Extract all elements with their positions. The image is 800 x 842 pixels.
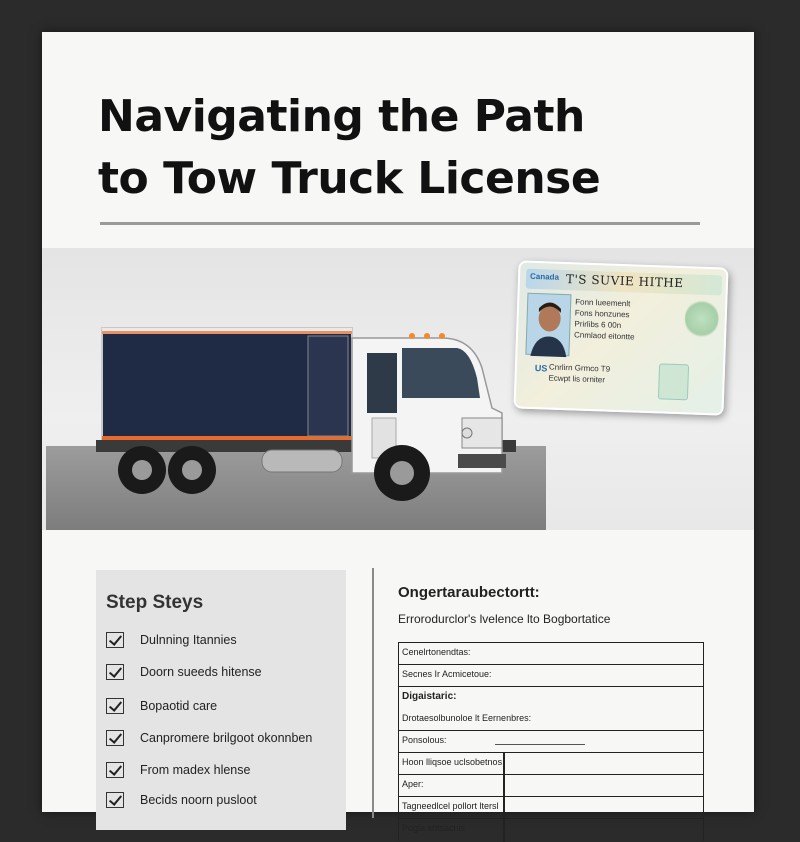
step-item [106, 762, 250, 778]
license-seal [684, 298, 719, 339]
form-row-label: Drotaesolbunoloe lt Eernenbres: [402, 713, 532, 723]
form-row [398, 709, 704, 731]
step-label: From madex hlense [140, 763, 251, 777]
title-line-1: Navigating the Path [98, 91, 585, 142]
column-line [503, 775, 505, 797]
form-row [398, 687, 704, 709]
form-row-label: Digaistaric: [402, 691, 457, 702]
blank-line [495, 744, 585, 745]
step-item [106, 632, 237, 648]
step-item [106, 730, 312, 746]
license-footer-line: Ecwpt lis orniter [548, 373, 606, 385]
steps-title: Step Steys [106, 592, 204, 613]
form-row-label: Hoon lliqsoe uclsobetnos [402, 757, 503, 767]
license-field: Fonn lueemenlt [575, 297, 631, 309]
step-label: Bopaotid care [140, 699, 218, 713]
form-row-label: Tagneedlcel pollort ltersl [402, 801, 499, 811]
form-row [398, 665, 704, 687]
title-line-2: to Tow Truck License [98, 153, 601, 204]
document-page [42, 32, 754, 833]
checkbox-checked-icon [106, 792, 124, 808]
license-field: Cnmlaod eitontte [573, 330, 635, 342]
column-line [503, 797, 505, 819]
license-card [513, 260, 728, 415]
license-field: Fons honzunes [574, 308, 630, 320]
form-subheading: Errorodurclor's lvelence lto Bogbortatice [398, 612, 611, 626]
form-row [398, 797, 704, 819]
step-label: Doorn sueeds hitense [140, 665, 262, 679]
license-photo [525, 293, 571, 356]
checkbox-checked-icon [106, 730, 124, 746]
form-row-label: Cenelrtonendtas: [402, 647, 471, 657]
form-row [398, 775, 704, 797]
step-label: Dulnning Itannies [140, 633, 237, 647]
license-fields [574, 296, 675, 343]
form-row-label: Aper: [402, 779, 424, 789]
step-item [106, 664, 262, 680]
license-header-text: T'S SUVIE HITHE [565, 272, 684, 291]
column-divider [372, 568, 374, 818]
hero-image [42, 248, 754, 530]
checkbox-checked-icon [106, 664, 124, 680]
license-field: Prirlibs 6 00n [574, 319, 622, 330]
form-row-label: Secnes Ir Acmicetoue: [402, 669, 492, 679]
form-heading: Ongertaraubectortt: [398, 584, 540, 601]
step-item [106, 792, 257, 808]
column-line [503, 819, 505, 842]
form-row-label: Ponsolous: [402, 735, 447, 745]
page-title [98, 86, 718, 210]
form-row-label: Pogia sntsacnis [402, 823, 466, 833]
column-line [503, 753, 505, 775]
title-divider [100, 222, 700, 225]
form-row [398, 753, 704, 775]
license-header-bar [526, 269, 723, 296]
tow-truck-illustration [82, 298, 542, 528]
license-logo: Canada [529, 271, 560, 282]
steps-panel [96, 570, 346, 830]
application-form-table [398, 642, 704, 841]
form-row [398, 819, 704, 841]
step-item [106, 698, 217, 714]
checkbox-checked-icon [106, 632, 124, 648]
form-row [398, 643, 704, 665]
step-label: Canpromere brilgoot okonnben [140, 731, 313, 745]
form-row [398, 731, 704, 753]
license-badge: US [534, 363, 548, 374]
license-hologram [658, 363, 689, 400]
checkbox-checked-icon [106, 698, 124, 714]
license-footer-line: Cnrlirn Grmco T9 [548, 362, 611, 374]
license-footer [548, 362, 659, 388]
step-label: Becids noorn pusloot [140, 793, 257, 807]
checkbox-checked-icon [106, 762, 124, 778]
